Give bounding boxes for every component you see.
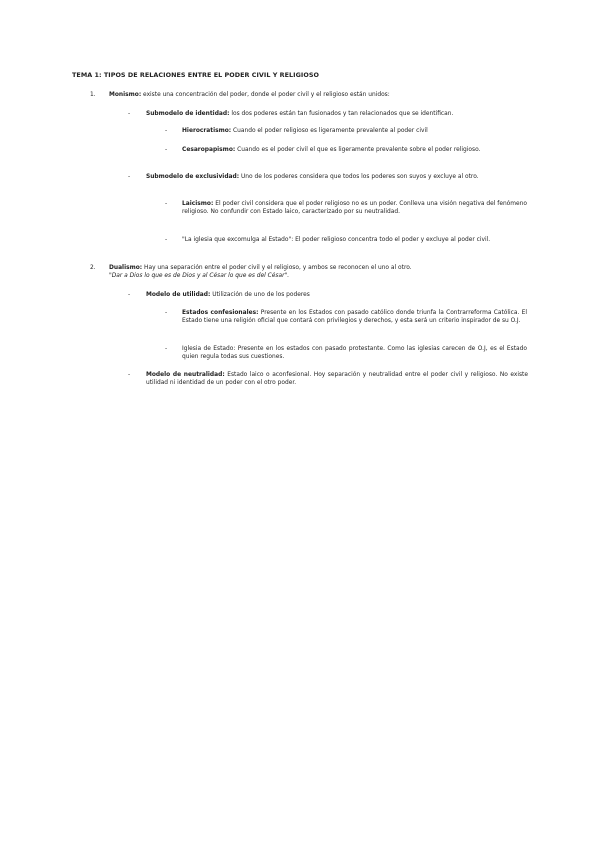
item-text: Iglesia de Estado: Presente en los estados con pasado protestante. Como las iglesias carecen de O.J, es el Estado quien regula todas sus cuestiones. bbox=[182, 346, 527, 360]
bullet: - bbox=[128, 174, 131, 180]
bullet: - bbox=[165, 147, 168, 153]
section-monismo bbox=[109, 92, 390, 100]
bullet: - bbox=[165, 346, 168, 352]
bullet: - bbox=[128, 372, 131, 378]
section-dualismo bbox=[109, 265, 412, 273]
section-term: Monismo: bbox=[109, 92, 142, 98]
bullet: - bbox=[165, 128, 168, 134]
model-term: Modelo de neutralidad: bbox=[146, 372, 225, 378]
item-term: Hierocratismo: bbox=[182, 128, 232, 134]
bullet: - bbox=[165, 201, 168, 207]
item-text: Cuando el poder religioso es ligeramente prevalente al poder civil bbox=[231, 128, 428, 134]
item-estados-confesionales bbox=[182, 310, 527, 326]
model-utilidad bbox=[146, 292, 310, 300]
item-text: Presente en los Estados con pasado católico donde triunfa la Contrarreforma Católica. El Estado tiene una religión oficial que contará con privilegios y derechos, y esta será un criterio inspirador de su O.J. bbox=[182, 310, 527, 324]
submodel-identidad bbox=[146, 111, 453, 119]
submodel-term: Submodelo de exclusividad: bbox=[146, 174, 240, 180]
submodel-term: Submodelo de identidad: bbox=[146, 111, 230, 117]
bullet: - bbox=[165, 310, 168, 316]
item-term: Estados confesionales: bbox=[182, 310, 259, 316]
model-term: Modelo de utilidad: bbox=[146, 292, 211, 298]
section-number: 2. bbox=[90, 265, 96, 271]
item-hierocratismo bbox=[182, 128, 428, 136]
section-text: existe una concentración del poder, donde el poder civil y el religioso están unidos: bbox=[141, 92, 390, 98]
item-iglesia-excomulga bbox=[182, 237, 527, 245]
model-neutralidad bbox=[146, 372, 528, 388]
bullet: - bbox=[128, 111, 131, 117]
model-text: Utilización de uno de los poderes bbox=[210, 292, 310, 298]
item-laicismo bbox=[182, 201, 527, 217]
submodel-exclusividad bbox=[146, 174, 528, 182]
item-text: "La iglesia que excomulga al Estado": El poder religioso concentra todo el poder y excluye al poder civil. bbox=[182, 237, 491, 243]
document-title: TEMA 1: TIPOS DE RELACIONES ENTRE EL PODER CIVIL Y RELIGIOSO bbox=[72, 71, 319, 79]
section-term: Dualismo: bbox=[109, 265, 143, 271]
section-number: 1. bbox=[90, 92, 96, 98]
bullet: - bbox=[128, 292, 131, 298]
item-cesaropapismo bbox=[182, 147, 527, 155]
item-term: Laicismo: bbox=[182, 201, 214, 207]
section-quote: "Dar a Dios lo que es de Dios y al César lo que es del César". bbox=[109, 273, 290, 279]
submodel-text: Uno de los poderes considera que todos los poderes son suyos y excluye al otro. bbox=[239, 174, 479, 180]
item-term: Cesaropapismo: bbox=[182, 147, 236, 153]
section-text: Hay una separación entre el poder civil y el religioso, y ambos se reconocen el uno al otro. bbox=[142, 265, 412, 271]
item-iglesia-de-estado bbox=[182, 346, 527, 362]
model-text: Estado laico o aconfesional. Hoy separación y neutralidad entre el poder civil y religioso. No existe utilidad ni identidad de un poder con el otro poder. bbox=[146, 372, 528, 386]
bullet: - bbox=[165, 237, 168, 243]
item-text: Cuando es el poder civil el que es ligeramente prevalente sobre el poder religioso. bbox=[235, 147, 481, 153]
submodel-text: los dos poderes están tan fusionados y tan relacionados que se identifican. bbox=[229, 111, 454, 117]
item-text: El poder civil considera que el poder religioso no es un poder. Conlleva una visión negativa del fenómeno religioso. No confundir con Estado laico, caracterizado por su neutralidad. bbox=[182, 201, 527, 215]
